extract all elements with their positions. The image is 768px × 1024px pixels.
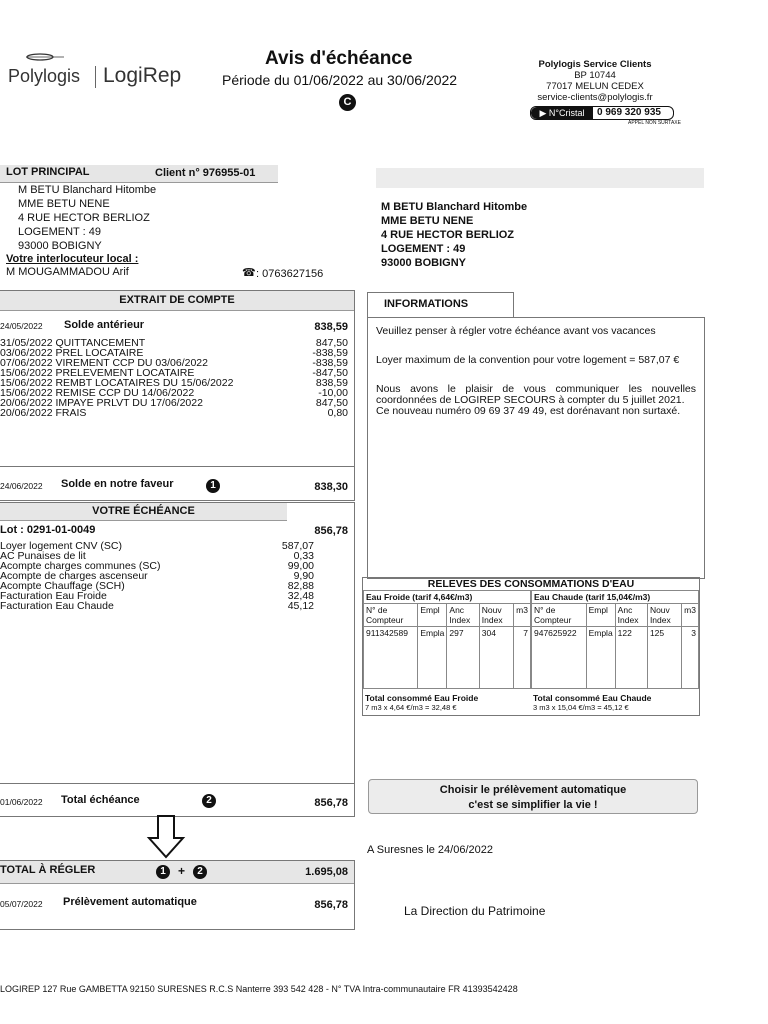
col-header: Anc Index	[447, 604, 479, 627]
period: Période du 01/06/2022 au 30/06/2022	[222, 72, 458, 88]
polylogis-logo	[8, 52, 188, 92]
row-amount: 0,80	[327, 407, 348, 419]
echeance-title	[0, 503, 287, 521]
lot-amount: 856,78	[314, 525, 348, 537]
lot-label: LOT PRINCIPAL	[6, 166, 90, 178]
cell: 304	[479, 627, 513, 689]
service-city: 77017 MELUN CEDEX	[546, 81, 644, 92]
total-marker-2: 2	[193, 865, 207, 879]
total-header	[0, 861, 354, 884]
col-header: N° de Compteur	[532, 604, 587, 627]
promo-line-1: Choisir le prélèvement automatique	[439, 784, 627, 796]
client-number: Client n° 976955-01	[155, 167, 256, 179]
releves-section	[362, 577, 700, 716]
col-header: Anc Index	[615, 604, 647, 627]
total-marker-1: 1	[156, 865, 170, 879]
recipient-banner	[376, 168, 704, 188]
extrait-rows	[0, 338, 348, 418]
col-header: Nouv Index	[647, 604, 681, 627]
row-label: 15/06/2022 PRELEVEMENT LOCATAIRE	[0, 367, 195, 379]
cell: 3	[682, 627, 699, 689]
row-label: Facturation Eau Chaude	[0, 600, 114, 612]
service-title: Polylogis Service Clients	[538, 59, 652, 70]
address-line: M BETU Blanchard Hitombe	[18, 184, 157, 196]
signature-place: A Suresnes le 24/06/2022	[367, 844, 493, 856]
prev-label: Solde antérieur	[64, 319, 145, 331]
row-amount: 45,12	[287, 600, 314, 612]
row-amount: 587,07	[281, 540, 314, 552]
cell: 7	[514, 627, 531, 689]
row-label: 15/06/2022 REMBT LOCATAIRES DU 15/06/2022	[0, 377, 234, 389]
row-amount: 847,50	[315, 337, 348, 349]
row-amount: -838,59	[312, 357, 348, 369]
prelev-amount: 856,78	[314, 899, 348, 911]
col-header: Nouv Index	[479, 604, 513, 627]
total-amount: 1.695,08	[305, 866, 348, 878]
col-header: N° de Compteur	[364, 604, 418, 627]
row-label: Acompte charges communes (SC)	[0, 560, 161, 572]
informations-box	[367, 317, 705, 579]
total-echeance-date: 01/06/2022	[0, 797, 43, 807]
cristal-note: APPEL NON SURTAXE	[628, 120, 681, 126]
total-section	[0, 860, 355, 930]
total-echeance-label: Total échéance	[61, 794, 140, 806]
solde-divider	[0, 466, 354, 467]
promo-line-2: c'est se simplifier la vie !	[468, 799, 598, 811]
echeance-rows	[0, 541, 314, 611]
address-line: 4 RUE HECTOR BERLIOZ	[18, 212, 150, 224]
recipient-address	[381, 200, 527, 270]
cell: 947625922	[532, 627, 587, 689]
cell: 297	[447, 627, 479, 689]
polylogis-text: Polylogis	[8, 66, 81, 86]
froide-total	[365, 694, 478, 712]
total-echeance-marker: 2	[202, 794, 216, 808]
echeance-section	[0, 502, 355, 817]
cell: 122	[615, 627, 647, 689]
solde-marker: 1	[206, 479, 220, 493]
interlocuteur-phone: : 0763627156	[256, 268, 324, 280]
informations-title: INFORMATIONS	[384, 298, 469, 310]
address-line: 93000 BOBIGNY	[18, 240, 102, 252]
row-label: 07/06/2022 VIREMENT CCP DU 03/06/2022	[0, 357, 208, 369]
row-label: 31/05/2022 QUITTANCEMENT	[0, 337, 146, 349]
service-bp: BP 10744	[574, 70, 616, 81]
info-paragraph: Nous avons le plaisir de vous communiquer les nouvelles coordonnées de LOGIREP SECOURS à compter du 5 juillet 2021.	[376, 383, 696, 406]
prelev-date: 05/07/2022	[0, 899, 43, 909]
col-header: m3	[682, 604, 699, 627]
row-label: 20/06/2022 FRAIS	[0, 407, 87, 419]
solde-label: Solde en notre faveur	[61, 478, 174, 490]
page-title: Avis d'échéance	[265, 48, 413, 69]
service-clients	[520, 59, 670, 103]
info-paragraph: Ce nouveau numéro 09 69 37 49 49, est dorénavant non surtaxé.	[376, 405, 681, 417]
cristal-number-box	[530, 106, 674, 120]
informations-text	[376, 326, 696, 417]
table-row	[0, 408, 348, 418]
cristal-label	[531, 107, 593, 119]
solde-amount: 838,30	[314, 481, 348, 493]
informations-tab	[367, 292, 514, 318]
doc-badge	[339, 94, 356, 111]
row-label: Acompte de charges ascenseur	[0, 570, 148, 582]
total-divider	[0, 783, 354, 784]
recipient-line: LOGEMENT : 49	[381, 243, 466, 255]
badge-label: C	[343, 96, 352, 108]
row-label: AC Punaises de lit	[0, 550, 86, 562]
logirep-text: LogiRep	[103, 64, 182, 87]
lot-header	[0, 165, 278, 183]
row-label: 15/06/2022 REMISE CCP DU 14/06/2022	[0, 387, 195, 399]
prelevement-promo	[368, 779, 698, 814]
lot-address	[18, 183, 156, 253]
row-label: 03/06/2022 PREL LOCATAIRE	[0, 347, 144, 359]
address-line: LOGEMENT : 49	[18, 226, 101, 238]
lot-number: Lot : 0291-01-0049	[0, 524, 96, 536]
echeance-title-text: VOTRE ÉCHÉANCE	[92, 505, 195, 517]
row-label: 20/06/2022 IMPAYE PRLVT DU 17/06/2022	[0, 397, 203, 409]
service-email: service-clients@polylogis.fr	[537, 92, 653, 103]
row-amount: 9,90	[293, 570, 314, 582]
row-amount: 838,59	[315, 377, 348, 389]
recipient-line: 4 RUE HECTOR BERLIOZ	[381, 229, 515, 241]
cristal-number: 0 969 320 935	[597, 107, 661, 118]
cristal-label-text: N°Cristal	[548, 108, 585, 118]
total-label: TOTAL À RÉGLER	[0, 864, 96, 876]
total-plus: +	[178, 864, 186, 878]
row-label: Acompte Chauffage (SCH)	[0, 580, 125, 592]
froide-total-label: Total consommé Eau Froide	[365, 693, 479, 703]
prev-date: 24/05/2022	[0, 321, 43, 331]
row-amount: 82,88	[287, 580, 314, 592]
row-amount: 0,33	[293, 550, 314, 562]
phone-arrow-icon: ▶	[539, 108, 547, 118]
row-amount: -838,59	[312, 347, 348, 359]
eau-chaude-title: Eau Chaude (tarif 15,04€/m3)	[532, 591, 699, 604]
info-paragraph: Veuillez penser à régler votre échéance avant vos vacances	[376, 325, 656, 337]
row-amount: -847,50	[312, 367, 348, 379]
chaude-total-label: Total consommé Eau Chaude	[533, 693, 652, 703]
eau-chaude-table	[531, 590, 699, 689]
extrait-title-text: EXTRAIT DE COMPTE	[119, 294, 235, 306]
row-amount: 847,50	[315, 397, 348, 409]
row-amount: -10,00	[318, 387, 348, 399]
cell: Empla	[586, 627, 615, 689]
total-echeance-amount: 856,78	[314, 797, 348, 809]
recipient-line: M BETU Blanchard Hitombe	[381, 201, 528, 213]
interlocuteur-name: M MOUGAMMADOU Arif	[6, 266, 129, 278]
eau-froide-title: Eau Froide (tarif 4,64€/m3)	[364, 591, 531, 604]
row-label: Facturation Eau Froide	[0, 590, 107, 602]
table-row	[0, 601, 314, 611]
logo-separator	[95, 66, 96, 88]
col-header: Empl	[586, 604, 615, 627]
prelev-label: Prélèvement automatique	[63, 896, 197, 908]
recipient-line: 93000 BOBIGNY	[381, 257, 466, 269]
down-arrow-icon	[146, 814, 186, 863]
footer: LOGIREP 127 Rue GAMBETTA 92150 SURESNES R.C.S Nanterre 393 542 428 - N° TVA Intra-communautaire FR 41393542428	[0, 984, 518, 994]
extrait-title	[0, 291, 354, 311]
row-amount: 99,00	[287, 560, 314, 572]
releves-title	[363, 578, 699, 590]
interlocuteur-label: Votre interlocuteur local :	[6, 253, 139, 265]
prev-amount: 838,59	[314, 321, 348, 333]
extrait-section	[0, 290, 355, 501]
address-line: MME BETU NENE	[18, 198, 110, 210]
signature-direction: La Direction du Patrimoine	[404, 904, 546, 918]
chaude-total	[533, 694, 651, 712]
phone-icon: ☎	[242, 267, 256, 279]
col-header: m3	[514, 604, 531, 627]
cell: 125	[647, 627, 681, 689]
cell: 911342589	[364, 627, 418, 689]
row-amount: 32,48	[287, 590, 314, 602]
col-header: Empl	[418, 604, 447, 627]
info-paragraph: Loyer maximum de la convention pour votre logement = 587,07 €	[376, 354, 680, 366]
chaude-total-calc: 3 m3 x 15,04 €/m3 = 45,12 €	[533, 703, 629, 712]
eau-froide-table	[363, 590, 531, 689]
cell: Empla	[418, 627, 447, 689]
solde-date: 24/06/2022	[0, 481, 43, 491]
releves-title-text: RELEVES DES CONSOMMATIONS D'EAU	[427, 578, 635, 590]
row-label: Loyer logement CNV (SC)	[0, 540, 122, 552]
froide-total-calc: 7 m3 x 4,64 €/m3 = 32,48 €	[365, 703, 457, 712]
recipient-line: MME BETU NENE	[381, 215, 474, 227]
logo-mark-icon	[26, 52, 66, 62]
